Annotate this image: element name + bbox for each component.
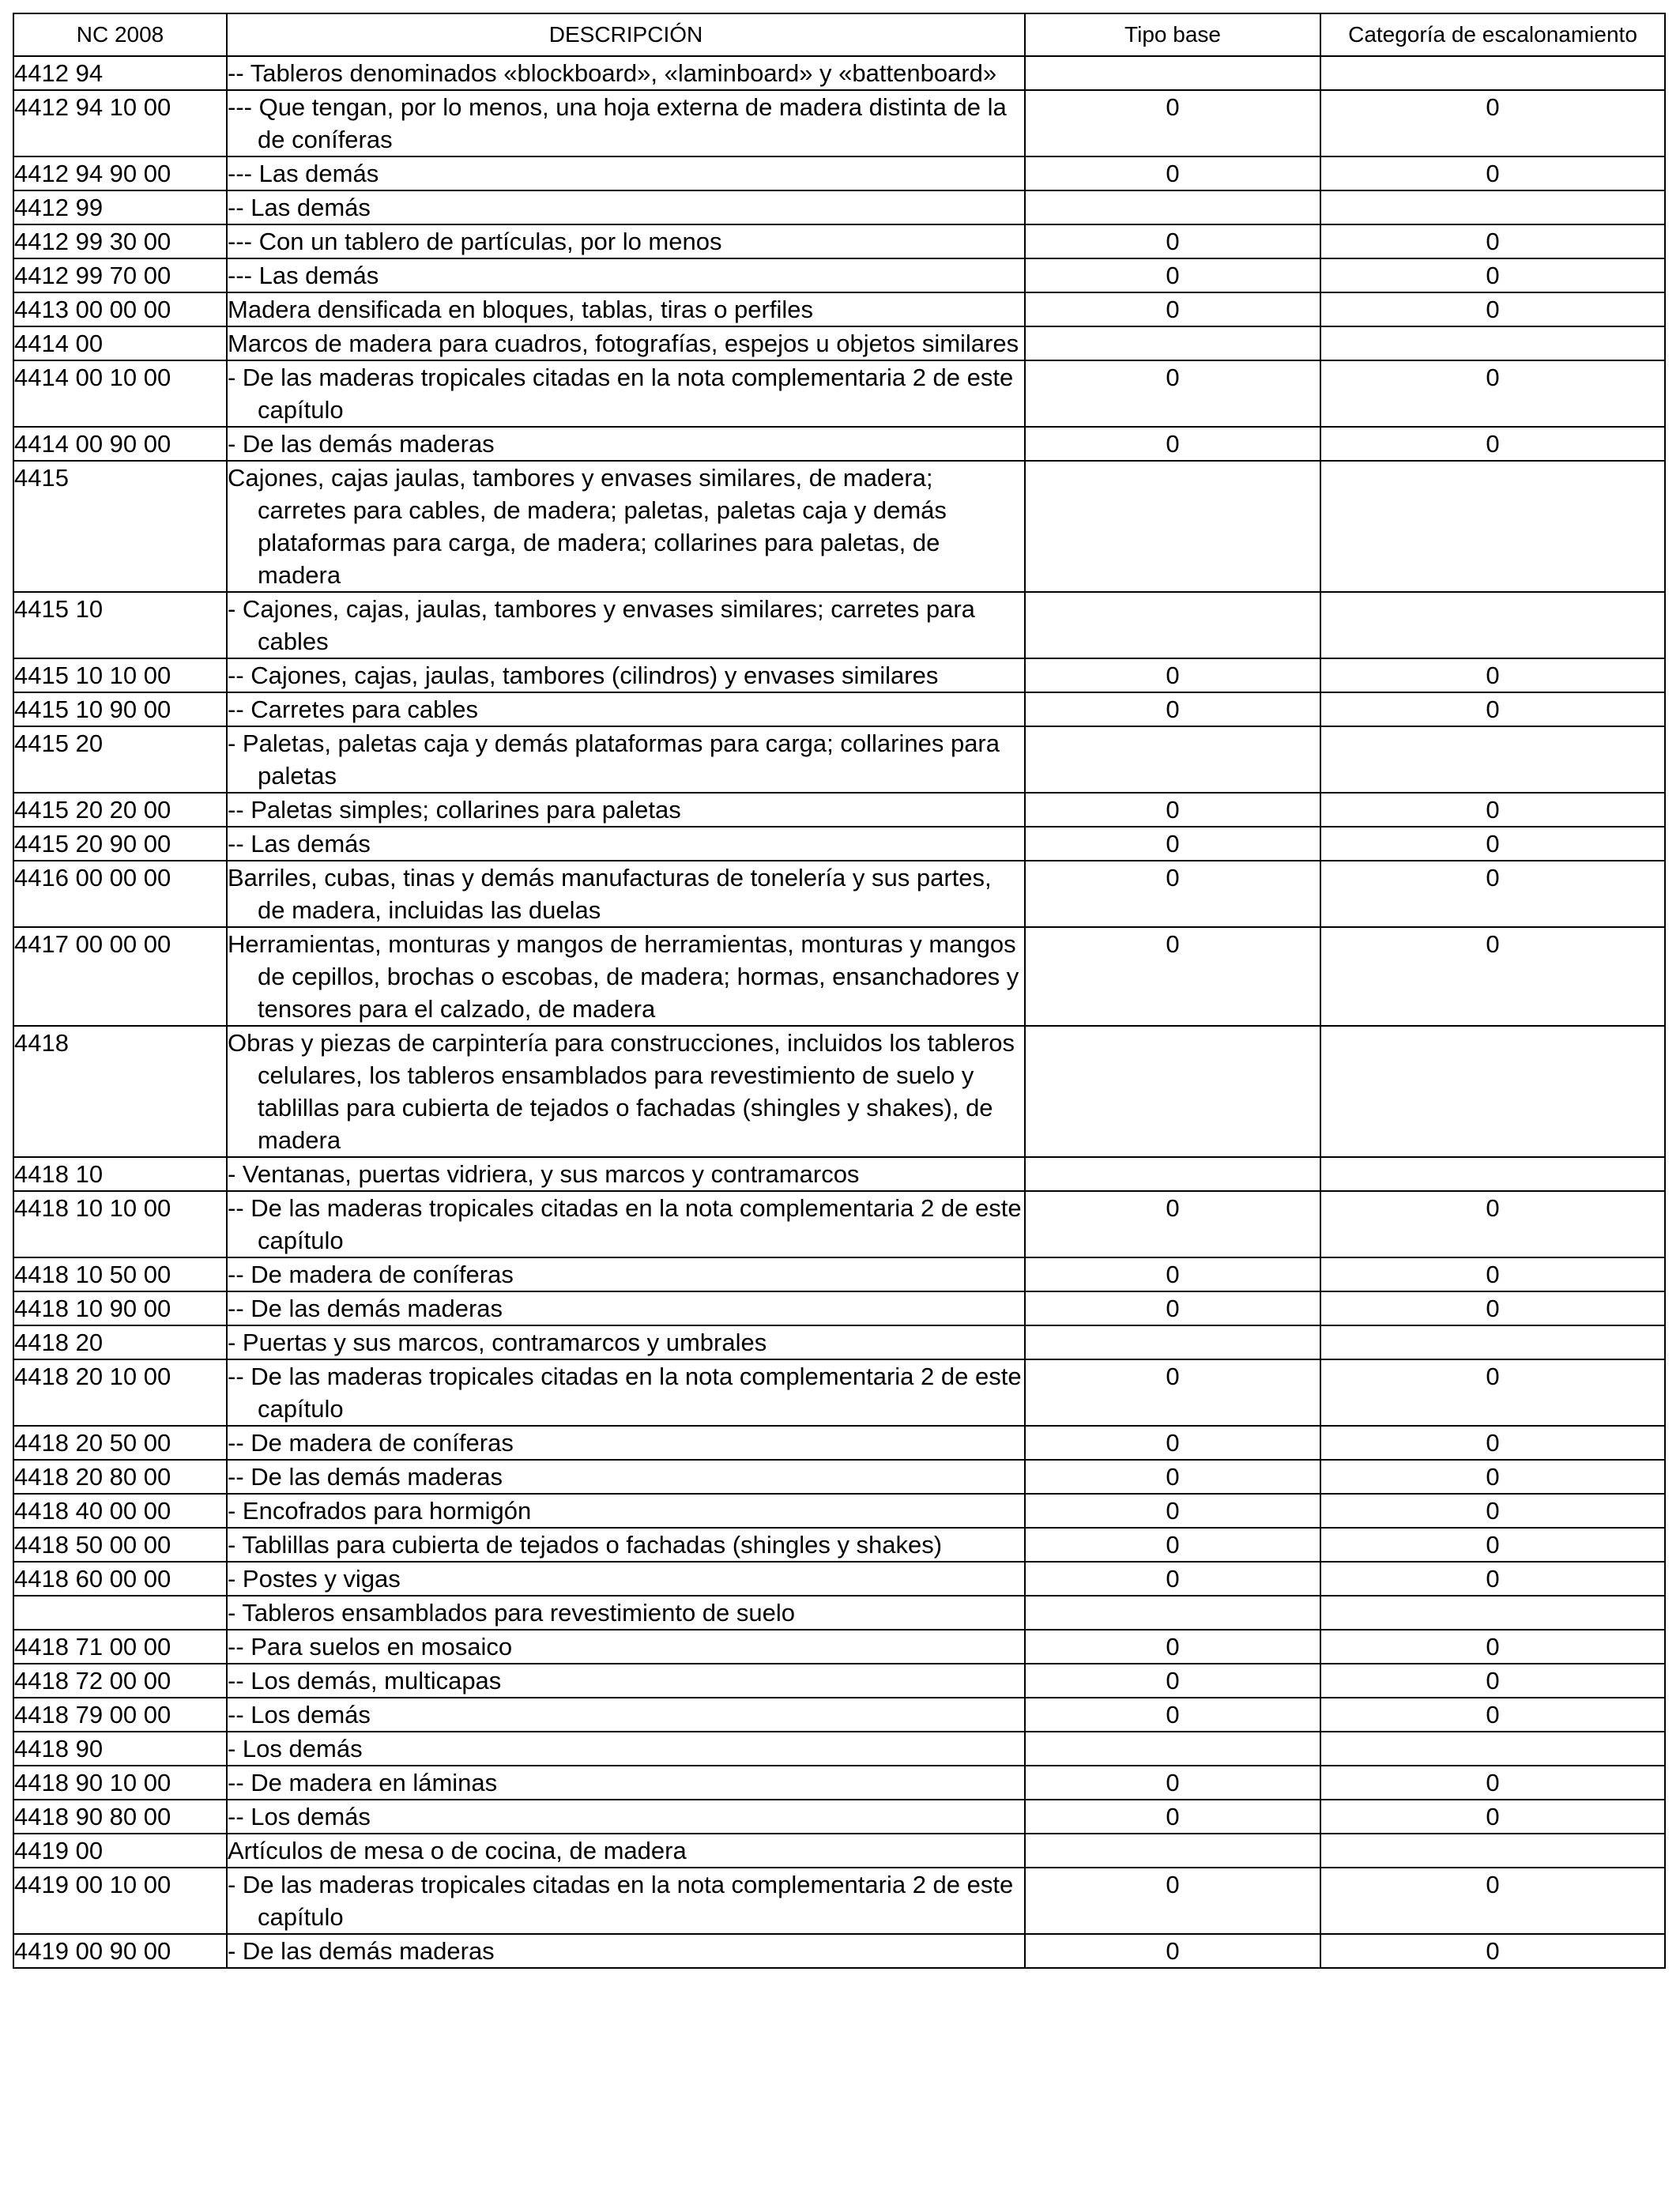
header-base-rate: Tipo base <box>1025 13 1320 56</box>
description-cell <box>227 726 1025 793</box>
base-rate-cell: 0 <box>1025 90 1320 156</box>
description-text: -- Paletas simples; collarines para paletas <box>228 796 681 824</box>
table-row <box>13 1562 1665 1596</box>
base-rate-cell: 0 <box>1025 1191 1320 1257</box>
description-cell <box>227 360 1025 427</box>
base-rate-cell <box>1025 1596 1320 1630</box>
staging-category-cell <box>1320 190 1665 224</box>
staging-category-cell: 0 <box>1320 1630 1665 1664</box>
staging-category-cell: 0 <box>1320 360 1665 427</box>
table-row <box>13 1460 1665 1494</box>
base-rate-cell: 0 <box>1025 1800 1320 1834</box>
description-cell <box>227 190 1025 224</box>
base-rate-cell: 0 <box>1025 1494 1320 1528</box>
nc-code-cell: 4413 00 00 00 <box>13 292 227 326</box>
base-rate-cell <box>1025 1157 1320 1191</box>
nc-code-cell: 4418 <box>13 1026 227 1157</box>
base-rate-cell: 0 <box>1025 927 1320 1026</box>
staging-category-cell: 0 <box>1320 1664 1665 1698</box>
table-row <box>13 1191 1665 1257</box>
staging-category-cell <box>1320 1325 1665 1359</box>
header-description: DESCRIPCIÓN <box>227 13 1025 56</box>
staging-category-cell <box>1320 326 1665 360</box>
description-text: -- De madera de coníferas <box>228 1429 514 1457</box>
base-rate-cell <box>1025 190 1320 224</box>
staging-category-cell <box>1320 1732 1665 1766</box>
base-rate-cell: 0 <box>1025 224 1320 258</box>
description-cell <box>227 292 1025 326</box>
base-rate-cell <box>1025 461 1320 592</box>
description-cell <box>227 1191 1025 1257</box>
base-rate-cell <box>1025 56 1320 90</box>
description-text: -- Las demás <box>228 194 371 221</box>
description-cell <box>227 258 1025 292</box>
table-row <box>13 1800 1665 1834</box>
table-row <box>13 1426 1665 1460</box>
description-cell <box>227 1664 1025 1698</box>
description-cell <box>227 1257 1025 1291</box>
description-text: -- Carretes para cables <box>228 696 479 723</box>
nc-code-cell: 4412 99 70 00 <box>13 258 227 292</box>
description-cell <box>227 793 1025 827</box>
description-cell <box>227 827 1025 861</box>
staging-category-cell: 0 <box>1320 1359 1665 1426</box>
nc-code-cell: 4414 00 <box>13 326 227 360</box>
table-row <box>13 258 1665 292</box>
base-rate-cell: 0 <box>1025 1664 1320 1698</box>
staging-category-cell <box>1320 1026 1665 1157</box>
staging-category-cell: 0 <box>1320 1257 1665 1291</box>
description-cell <box>227 592 1025 658</box>
staging-category-cell: 0 <box>1320 692 1665 726</box>
description-text: Cajones, cajas jaulas, tambores y envases similares, de madera; carretes para cables, de madera; paletas, paletas caja y demás plataformas para carga, de madera; collarines para paletas, de madera <box>228 464 947 589</box>
description-text: - Tableros ensamblados para revestimiento de suelo <box>228 1599 795 1627</box>
nc-code-cell: 4418 40 00 00 <box>13 1494 227 1528</box>
staging-category-cell: 0 <box>1320 1191 1665 1257</box>
description-cell <box>227 427 1025 461</box>
description-text: -- Cajones, cajas, jaulas, tambores (cilindros) y envases similares <box>228 662 939 689</box>
nc-code-cell: 4415 20 20 00 <box>13 793 227 827</box>
table-row <box>13 1596 1665 1630</box>
nc-code-cell: 4418 90 <box>13 1732 227 1766</box>
table-row <box>13 427 1665 461</box>
staging-category-cell <box>1320 1596 1665 1630</box>
base-rate-cell: 0 <box>1025 156 1320 190</box>
description-text: - Paletas, paletas caja y demás plataformas para carga; collarines para paletas <box>228 729 1000 790</box>
base-rate-cell: 0 <box>1025 1291 1320 1325</box>
description-cell <box>227 1157 1025 1191</box>
nc-code-cell: 4412 99 <box>13 190 227 224</box>
table-row <box>13 827 1665 861</box>
description-text: Madera densificada en bloques, tablas, tiras o perfiles <box>228 296 813 323</box>
staging-category-cell: 0 <box>1320 156 1665 190</box>
description-cell <box>227 1528 1025 1562</box>
description-cell <box>227 927 1025 1026</box>
description-text: -- De madera de coníferas <box>228 1261 514 1288</box>
base-rate-cell: 0 <box>1025 1359 1320 1426</box>
description-text: - Cajones, cajas, jaulas, tambores y envases similares; carretes para cables <box>228 595 975 655</box>
staging-category-cell <box>1320 461 1665 592</box>
staging-category-cell: 0 <box>1320 292 1665 326</box>
table-row <box>13 1732 1665 1766</box>
nc-code-cell: 4415 20 <box>13 726 227 793</box>
table-row <box>13 726 1665 793</box>
table-row <box>13 1359 1665 1426</box>
description-text: - De las maderas tropicales citadas en la nota complementaria 2 de este capítulo <box>228 364 1014 424</box>
base-rate-cell <box>1025 726 1320 793</box>
nc-code-cell: 4415 20 90 00 <box>13 827 227 861</box>
base-rate-cell <box>1025 1732 1320 1766</box>
base-rate-cell: 0 <box>1025 793 1320 827</box>
table-row <box>13 592 1665 658</box>
description-cell <box>227 1460 1025 1494</box>
base-rate-cell: 0 <box>1025 1257 1320 1291</box>
staging-category-cell: 0 <box>1320 861 1665 927</box>
table-row <box>13 1766 1665 1800</box>
description-cell <box>227 1800 1025 1834</box>
table-row <box>13 1868 1665 1934</box>
description-cell <box>227 90 1025 156</box>
table-row <box>13 1630 1665 1664</box>
nc-code-cell: 4414 00 10 00 <box>13 360 227 427</box>
description-cell <box>227 692 1025 726</box>
staging-category-cell: 0 <box>1320 427 1665 461</box>
table-header <box>13 13 1665 56</box>
table-row <box>13 56 1665 90</box>
nc-code-cell: 4418 60 00 00 <box>13 1562 227 1596</box>
table-row <box>13 1528 1665 1562</box>
description-cell <box>227 1596 1025 1630</box>
nc-code-cell: 4418 79 00 00 <box>13 1698 227 1732</box>
description-text: Herramientas, monturas y mangos de herramientas, monturas y mangos de cepillos, brochas o escobas, de madera; hormas, ensanchadores y tensores para el calzado, de madera <box>228 930 1019 1023</box>
staging-category-cell: 0 <box>1320 224 1665 258</box>
staging-category-cell: 0 <box>1320 827 1665 861</box>
nc-code-cell: 4417 00 00 00 <box>13 927 227 1026</box>
nc-code-cell: 4418 71 00 00 <box>13 1630 227 1664</box>
table-row <box>13 224 1665 258</box>
base-rate-cell: 0 <box>1025 1426 1320 1460</box>
description-text: - De las maderas tropicales citadas en la nota complementaria 2 de este capítulo <box>228 1871 1014 1931</box>
staging-category-cell: 0 <box>1320 1494 1665 1528</box>
nc-code-cell: 4418 20 10 00 <box>13 1359 227 1426</box>
staging-category-cell <box>1320 1157 1665 1191</box>
staging-category-cell <box>1320 56 1665 90</box>
table-row <box>13 360 1665 427</box>
description-text: -- Los demás <box>228 1701 371 1728</box>
table-row <box>13 292 1665 326</box>
description-cell <box>227 56 1025 90</box>
description-text: Barriles, cubas, tinas y demás manufacturas de tonelería y sus partes, de madera, incluidas las duelas <box>228 864 992 924</box>
description-cell <box>227 156 1025 190</box>
nc-code-cell: 4415 <box>13 461 227 592</box>
base-rate-cell: 0 <box>1025 427 1320 461</box>
description-cell <box>227 1494 1025 1528</box>
description-cell <box>227 658 1025 692</box>
header-code: NC 2008 <box>13 13 227 56</box>
table-row <box>13 90 1665 156</box>
staging-category-cell: 0 <box>1320 1868 1665 1934</box>
description-cell <box>227 1698 1025 1732</box>
staging-category-cell: 0 <box>1320 258 1665 292</box>
nc-code-cell: 4415 10 <box>13 592 227 658</box>
description-cell <box>227 1834 1025 1868</box>
description-cell <box>227 1359 1025 1426</box>
staging-category-cell <box>1320 1834 1665 1868</box>
nc-code-cell: 4412 94 90 00 <box>13 156 227 190</box>
staging-category-cell: 0 <box>1320 1460 1665 1494</box>
description-text: -- De madera en láminas <box>228 1769 498 1796</box>
description-cell <box>227 1325 1025 1359</box>
table-row <box>13 1325 1665 1359</box>
table-row <box>13 861 1665 927</box>
description-cell <box>227 1426 1025 1460</box>
base-rate-cell <box>1025 1026 1320 1157</box>
table-row <box>13 793 1665 827</box>
nc-code-cell: 4418 90 80 00 <box>13 1800 227 1834</box>
base-rate-cell: 0 <box>1025 1766 1320 1800</box>
base-rate-cell: 0 <box>1025 658 1320 692</box>
nc-code-cell: 4416 00 00 00 <box>13 861 227 927</box>
description-text: -- Los demás <box>228 1803 371 1830</box>
base-rate-cell: 0 <box>1025 1528 1320 1562</box>
nc-code-cell: 4418 20 50 00 <box>13 1426 227 1460</box>
base-rate-cell: 0 <box>1025 1630 1320 1664</box>
description-text: - De las demás maderas <box>228 1937 495 1965</box>
nc-code-cell: 4414 00 90 00 <box>13 427 227 461</box>
description-text: -- Para suelos en mosaico <box>228 1633 513 1661</box>
table-row <box>13 1157 1665 1191</box>
base-rate-cell: 0 <box>1025 1868 1320 1934</box>
description-cell <box>227 1291 1025 1325</box>
base-rate-cell <box>1025 1834 1320 1868</box>
description-text: - Tablillas para cubierta de tejados o fachadas (shingles y shakes) <box>228 1531 943 1559</box>
base-rate-cell: 0 <box>1025 1698 1320 1732</box>
table-row <box>13 1494 1665 1528</box>
staging-category-cell: 0 <box>1320 1528 1665 1562</box>
description-text: -- De las demás maderas <box>228 1463 503 1491</box>
description-cell <box>227 1026 1025 1157</box>
description-cell <box>227 1766 1025 1800</box>
description-text: - Los demás <box>228 1735 363 1762</box>
base-rate-cell: 0 <box>1025 861 1320 927</box>
description-text: -- De las maderas tropicales citadas en la nota complementaria 2 de este capítulo <box>228 1194 1022 1254</box>
table-row <box>13 1934 1665 1968</box>
nc-code-cell: 4418 90 10 00 <box>13 1766 227 1800</box>
base-rate-cell <box>1025 326 1320 360</box>
description-text: Artículos de mesa o de cocina, de madera <box>228 1837 687 1864</box>
table-row <box>13 1698 1665 1732</box>
table-row <box>13 1257 1665 1291</box>
base-rate-cell: 0 <box>1025 292 1320 326</box>
description-text: - Puertas y sus marcos, contramarcos y umbrales <box>228 1329 767 1356</box>
nc-code-cell: 4415 10 90 00 <box>13 692 227 726</box>
staging-category-cell: 0 <box>1320 1698 1665 1732</box>
nc-code-cell: 4418 10 90 00 <box>13 1291 227 1325</box>
description-text: -- Tableros denominados «blockboard», «laminboard» y «battenboard» <box>228 59 997 87</box>
description-cell <box>227 224 1025 258</box>
description-text: -- De las maderas tropicales citadas en la nota complementaria 2 de este capítulo <box>228 1363 1022 1423</box>
nc-code-cell: 4419 00 10 00 <box>13 1868 227 1934</box>
nc-code-cell: 4412 94 10 00 <box>13 90 227 156</box>
description-cell <box>227 1630 1025 1664</box>
description-cell <box>227 326 1025 360</box>
description-text: --- Con un tablero de partículas, por lo menos <box>228 228 722 255</box>
table-row <box>13 692 1665 726</box>
description-text: - De las demás maderas <box>228 430 495 458</box>
base-rate-cell: 0 <box>1025 360 1320 427</box>
nc-code-cell: 4418 10 10 00 <box>13 1191 227 1257</box>
base-rate-cell: 0 <box>1025 258 1320 292</box>
staging-category-cell: 0 <box>1320 1766 1665 1800</box>
header-staging-category: Categoría de escalonamiento <box>1320 13 1665 56</box>
description-cell <box>227 1732 1025 1766</box>
table-row <box>13 1026 1665 1157</box>
base-rate-cell: 0 <box>1025 692 1320 726</box>
base-rate-cell: 0 <box>1025 1562 1320 1596</box>
table-row <box>13 1664 1665 1698</box>
table-row <box>13 156 1665 190</box>
description-cell <box>227 1868 1025 1934</box>
description-text: -- Las demás <box>228 830 371 858</box>
description-text: -- Los demás, multicapas <box>228 1667 502 1695</box>
table-row <box>13 1834 1665 1868</box>
description-cell <box>227 461 1025 592</box>
description-text: - Postes y vigas <box>228 1565 401 1593</box>
nc-code-cell: 4418 20 80 00 <box>13 1460 227 1494</box>
table-row <box>13 658 1665 692</box>
staging-category-cell: 0 <box>1320 1934 1665 1968</box>
staging-category-cell: 0 <box>1320 1562 1665 1596</box>
base-rate-cell: 0 <box>1025 1460 1320 1494</box>
description-text: Marcos de madera para cuadros, fotografías, espejos u objetos similares <box>228 330 1019 357</box>
nc-code-cell: 4412 94 <box>13 56 227 90</box>
tariff-table <box>13 13 1666 1969</box>
nc-code-cell: 4415 10 10 00 <box>13 658 227 692</box>
table-row <box>13 326 1665 360</box>
description-cell <box>227 1934 1025 1968</box>
base-rate-cell <box>1025 592 1320 658</box>
nc-code-cell: 4418 20 <box>13 1325 227 1359</box>
staging-category-cell: 0 <box>1320 1291 1665 1325</box>
base-rate-cell: 0 <box>1025 1934 1320 1968</box>
description-text: Obras y piezas de carpintería para construcciones, incluidos los tableros celulares, los tableros ensamblados para revestimiento de suelo y tablillas para cubierta de tejados o fachadas (shingles y shakes), de madera <box>228 1029 1015 1154</box>
description-cell <box>227 861 1025 927</box>
nc-code-cell <box>13 1596 227 1630</box>
base-rate-cell <box>1025 1325 1320 1359</box>
description-text: --- Las demás <box>228 262 379 289</box>
description-text: --- Las demás <box>228 160 379 187</box>
nc-code-cell: 4418 50 00 00 <box>13 1528 227 1562</box>
staging-category-cell: 0 <box>1320 90 1665 156</box>
nc-code-cell: 4418 10 <box>13 1157 227 1191</box>
nc-code-cell: 4419 00 90 00 <box>13 1934 227 1968</box>
description-cell <box>227 1562 1025 1596</box>
staging-category-cell <box>1320 592 1665 658</box>
staging-category-cell: 0 <box>1320 1800 1665 1834</box>
nc-code-cell: 4418 72 00 00 <box>13 1664 227 1698</box>
staging-category-cell: 0 <box>1320 658 1665 692</box>
table-body <box>13 56 1665 1968</box>
description-text: -- De las demás maderas <box>228 1295 503 1322</box>
header-row <box>13 13 1665 56</box>
staging-category-cell: 0 <box>1320 793 1665 827</box>
staging-category-cell: 0 <box>1320 927 1665 1026</box>
base-rate-cell: 0 <box>1025 827 1320 861</box>
nc-code-cell: 4412 99 30 00 <box>13 224 227 258</box>
description-text: --- Que tengan, por lo menos, una hoja externa de madera distinta de la de coníferas <box>228 93 1007 153</box>
nc-code-cell: 4418 10 50 00 <box>13 1257 227 1291</box>
staging-category-cell <box>1320 726 1665 793</box>
table-row <box>13 461 1665 592</box>
table-row <box>13 190 1665 224</box>
nc-code-cell: 4419 00 <box>13 1834 227 1868</box>
description-text: - Encofrados para hormigón <box>228 1497 532 1525</box>
table-row <box>13 927 1665 1026</box>
staging-category-cell: 0 <box>1320 1426 1665 1460</box>
table-row <box>13 1291 1665 1325</box>
description-text: - Ventanas, puertas vidriera, y sus marcos y contramarcos <box>228 1160 860 1188</box>
